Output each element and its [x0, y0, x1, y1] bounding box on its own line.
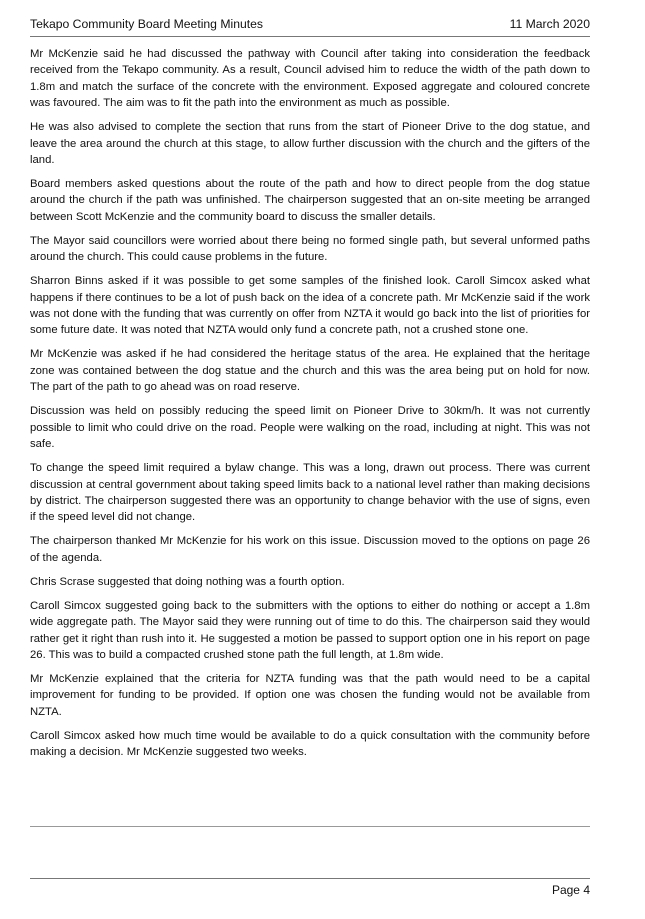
paragraph: Board members asked questions about the route of the path and how to direct people from the dog statue around the church if the path was unfinished. The chairperson suggested that an on-site meeting be arranged between Scott McKenzie and the community board to discuss the smaller details. — [30, 178, 590, 223]
paragraph: Mr McKenzie explained that the criteria for NZTA funding was that the path would need to be a capital improvement for funding to be provided. If option one was chosen the funding would not be available from NZTA. — [30, 672, 590, 718]
meeting-date: 11 March 2020 — [509, 17, 590, 31]
paragraph: Caroll Simcox asked how much time would be available to do a quick consultation with the community before making a decision. Mr McKenzie suggested two weeks. — [30, 729, 590, 759]
paragraph: Discussion was held on possibly reducing the speed limit on Pioneer Drive to 30km/h. It was not currently possible to limit who could drive on the road. People were walking on the road, including at night. This was not safe. — [30, 405, 590, 451]
footer-divider — [30, 878, 590, 879]
paragraph: The Mayor said councillors were worried about there being no formed single path, but several unformed paths around the church. This could cause problems in the future. — [30, 234, 590, 264]
paragraph: Mr McKenzie was asked if he had considered the heritage status of the area. He explained that the heritage zone was contained between the dog statue and the church and this was the area being put on hold for now. The part of the path to go ahead was on road reserve. — [30, 348, 590, 394]
paragraph: The chairperson thanked Mr McKenzie for his work on this issue. Discussion moved to the options on page 26 of the agenda. — [30, 535, 590, 564]
minutes-body — [30, 46, 590, 768]
paragraph: Mr McKenzie said he had discussed the pathway with Council after taking into consideration the feedback received from the Tekapo community. As a result, Council advised him to reduce the width of the path down to 1.8m and match the surface of the concrete with the environment. Exposed aggregate and coloured concrete was favoured. The aim was to fit the path into the environment as much as possible. — [30, 48, 590, 110]
paragraph: Caroll Simcox suggested going back to the submitters with the options to either do nothing or accept a 1.8m wide aggregate path. The Mayor said they were running out of time to do this. The chairperson said they would rather get it right than rush into it. He suggested a motion be passed to support option one in his report on page 26. This was to build a compacted crushed stone path the full length, at 1.8m wide. — [30, 599, 590, 661]
paragraph: To change the speed limit required a bylaw change. This was a long, drawn out process. There was current discussion at central government about taking speed limits back to a national level rather than making decisions by district. The chairperson suggested there was an opportunity to change behavior with the use of signs, even if the speed level did not change. — [30, 462, 590, 524]
document-title: Tekapo Community Board Meeting Minutes — [30, 17, 264, 31]
paragraph: He was also advised to complete the section that runs from the start of Pioneer Drive to the dog statue, and leave the area around the church at this stage, to allow further discussion with the church and the gifters of the land. — [30, 121, 590, 167]
page-number: Page 4 — [551, 883, 590, 897]
paragraph: Sharron Binns asked if it was possible to get some samples of the finished look. Caroll Simcox asked what happens if there continues to be a lot of push back on the idea of a concrete path. Mr McKenzie said if the work was not done with the funding that was currently on offer from NZTA it would go back into the list of priorities for some future date. It was noted that NZTA would only fund a concrete path, not a crushed stone one. — [30, 275, 590, 337]
paragraph: Chris Scrase suggested that doing nothing was a fourth option. — [30, 575, 345, 588]
page-header — [30, 16, 590, 36]
body-end-divider — [30, 826, 590, 827]
header-divider — [30, 36, 590, 37]
